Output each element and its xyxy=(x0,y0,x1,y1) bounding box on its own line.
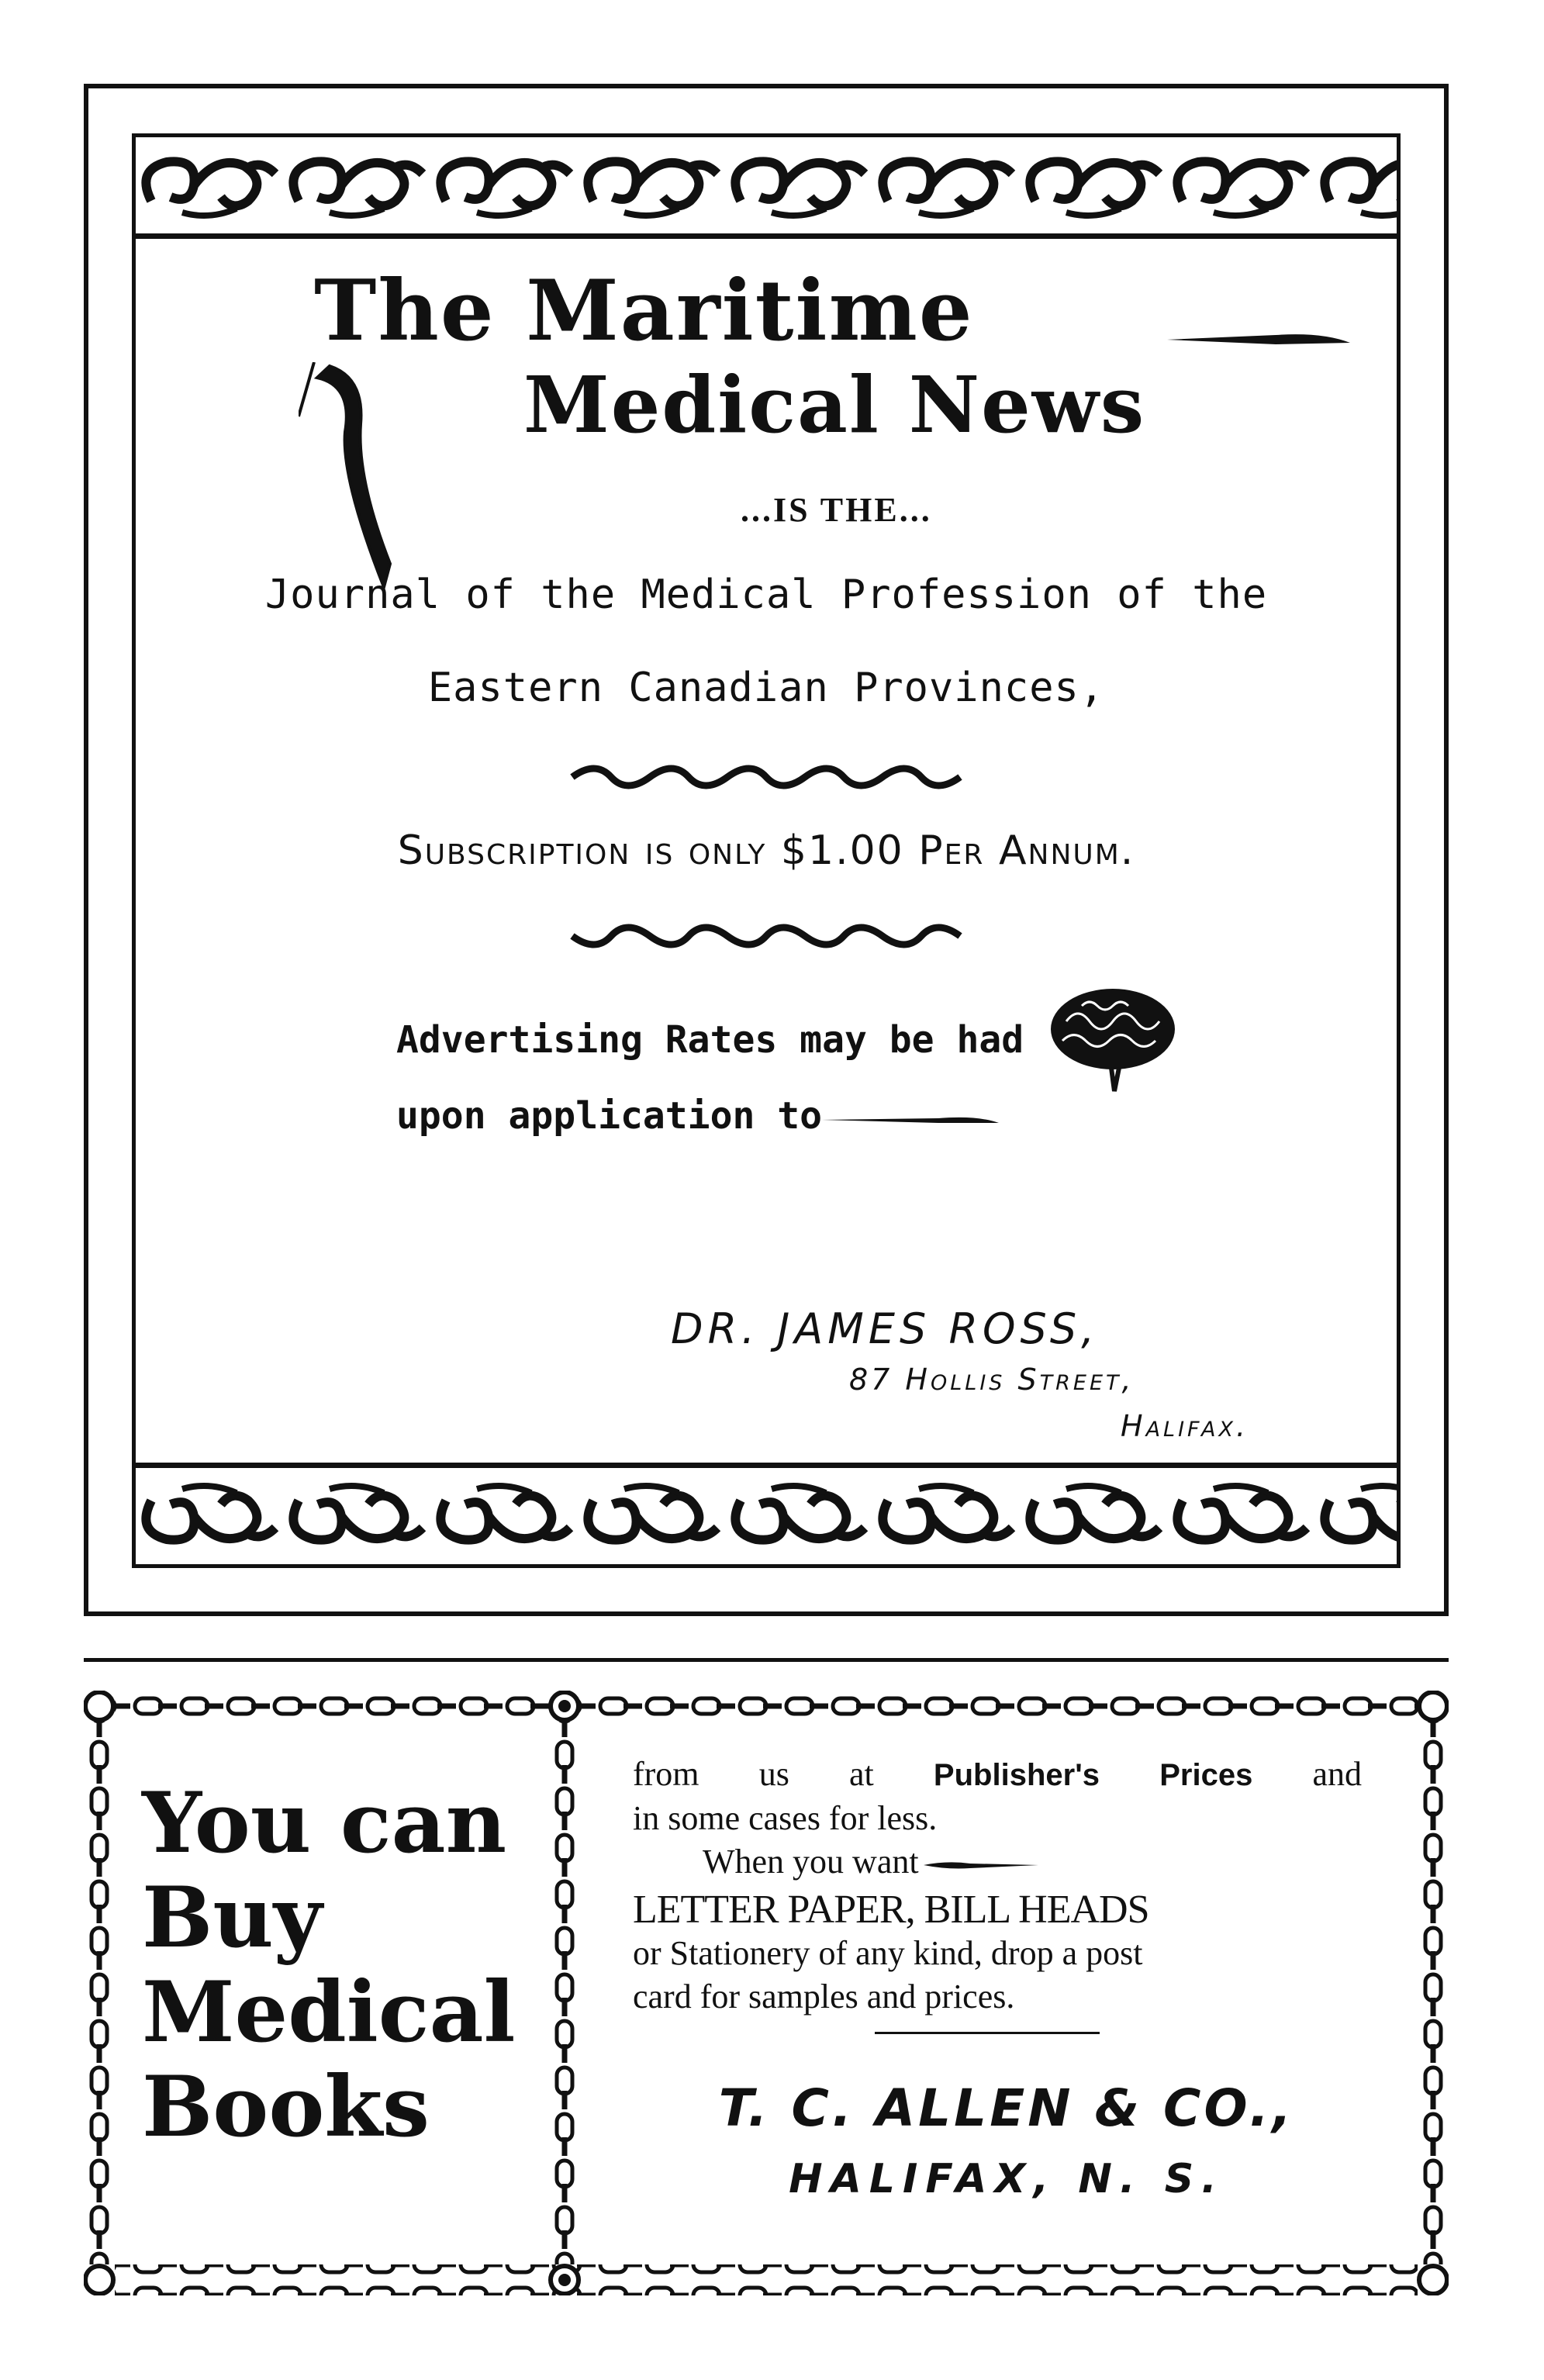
scroll-ornament-icon xyxy=(872,147,1020,224)
maritime-medical-news-ad xyxy=(84,84,1449,1616)
brain-icon xyxy=(1043,983,1183,1099)
publishers-prices: Publisher's Prices xyxy=(933,1758,1253,1792)
scroll-ornament-icon xyxy=(1314,147,1397,224)
scroll-ornament-band-bottom xyxy=(136,1463,1397,1564)
scroll-ornament-icon xyxy=(725,147,872,224)
ad-body-text xyxy=(633,1753,1362,2019)
is-the-text: ...IS THE... xyxy=(741,491,932,529)
advertising-line-2: upon application to xyxy=(396,1094,823,1138)
scroll-ornament-icon xyxy=(283,1477,430,1555)
contact-name: DR. JAMES ROSS, xyxy=(671,1304,1100,1353)
scroll-ornament-icon xyxy=(578,1477,725,1555)
pen-dash-icon xyxy=(924,1859,1040,1871)
scroll-ornament-icon xyxy=(725,1477,872,1555)
body-line-1-suffix: and xyxy=(1312,1755,1363,1793)
contact-city: Halifax. xyxy=(1121,1409,1249,1443)
scroll-ornament-icon xyxy=(565,921,968,952)
scroll-ornament-icon xyxy=(136,1477,283,1555)
t-initial-flourish-icon xyxy=(299,362,399,603)
scroll-ornament-icon xyxy=(1314,1477,1397,1555)
scroll-ornament-icon xyxy=(872,1477,1020,1555)
scroll-ornament-icon xyxy=(1020,1477,1167,1555)
short-divider-rule xyxy=(875,2032,1100,2034)
scroll-ornament-icon xyxy=(1167,1477,1314,1555)
page-divider-rule xyxy=(84,1658,1449,1662)
scroll-ornament-icon xyxy=(430,1477,578,1555)
pen-dash-icon xyxy=(822,1111,1000,1126)
scroll-ornament-icon-row-2 xyxy=(136,921,1397,955)
scroll-ornament-icon-row-1 xyxy=(136,762,1397,796)
headline-line-4: Books xyxy=(142,2058,430,2156)
t-c-allen-ad xyxy=(84,1691,1449,2295)
description-line-2: Eastern Canadian Provinces, xyxy=(427,665,1105,711)
body-line-1 xyxy=(633,1753,1362,1797)
body-line-4: LETTER PAPER, BILL HEADS xyxy=(633,1888,1149,1932)
headline-line-2: Buy xyxy=(142,1869,323,1967)
body-line-5: or Stationery of any kind, drop a post xyxy=(633,1934,1143,1972)
advertising-line-1: Advertising Rates may be had xyxy=(396,1018,1024,1062)
headline-block xyxy=(142,1776,607,2154)
journal-subtitle: Medical News xyxy=(523,359,1146,451)
advertising-rates-text xyxy=(396,1002,1079,1154)
subscription-price: Subscription is only $1.00 Per Annum. xyxy=(397,827,1135,874)
scroll-ornament-icon xyxy=(136,147,283,224)
description-line-1: Journal of the Medical Profession of the xyxy=(264,572,1268,618)
body-line-6: card for samples and prices. xyxy=(633,1978,1015,2016)
body-line-1-prefix: from us at xyxy=(633,1755,874,1793)
pen-flourish-icon xyxy=(1167,327,1353,351)
company-city: HALIFAX, N. S. xyxy=(789,2156,1224,2202)
scroll-ornament-icon xyxy=(1020,147,1167,224)
headline-line-1: You can xyxy=(142,1774,507,1872)
body-line-3: When you want xyxy=(703,1843,919,1881)
advertising-line-2-wrap xyxy=(396,1078,1079,1154)
scroll-ornament-band-top xyxy=(136,137,1397,239)
contact-street: 87 Hollis Street, xyxy=(849,1363,1135,1397)
body-line-3-wrap xyxy=(633,1840,1362,1884)
scroll-ornament-icon xyxy=(1167,147,1314,224)
scroll-ornament-icon xyxy=(283,147,430,224)
scroll-ornament-icon xyxy=(565,762,968,793)
body-line-2: in some cases for less. xyxy=(633,1799,938,1837)
scroll-ornament-icon xyxy=(578,147,725,224)
company-name: T. C. ALLEN & CO., xyxy=(718,2078,1295,2138)
scroll-ornament-icon xyxy=(430,147,578,224)
journal-title: The Maritime xyxy=(314,262,974,360)
ad-inner-frame xyxy=(132,133,1401,1568)
headline-line-3: Medical xyxy=(142,1964,516,2061)
